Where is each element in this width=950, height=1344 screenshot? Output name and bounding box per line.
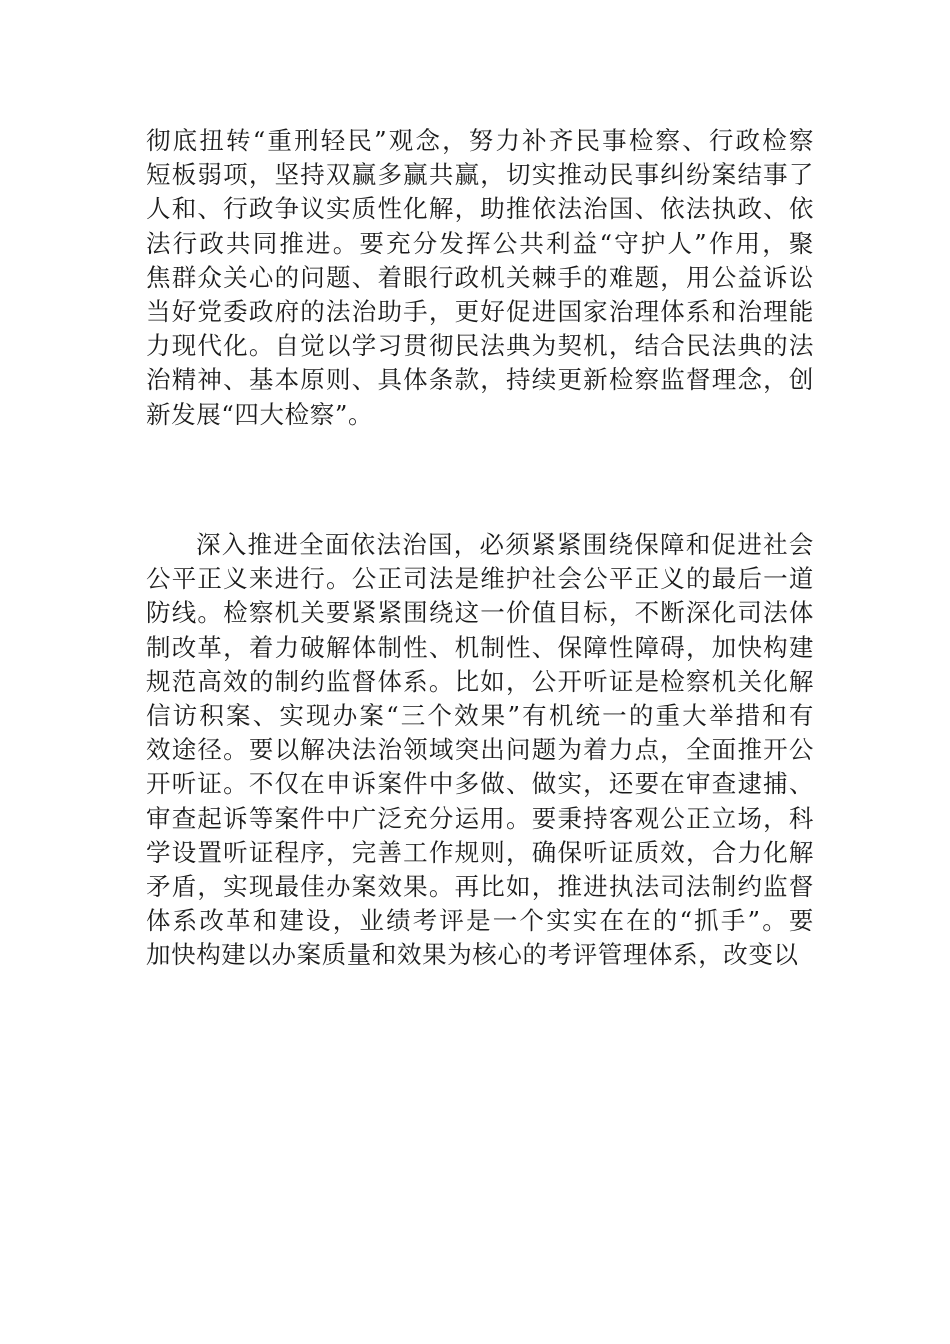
text-line: 彻底扭转“重刑轻民”观念，努力补齐民事检察、行政检察 [146,126,814,155]
text-line: 公平正义来进行。公正司法是维护社会公平正义的最后一道 [146,564,814,594]
text-line: 短板弱项，坚持双赢多赢共赢，切实推动民事纠纷案结事了 [146,160,814,190]
text-line: 审查起诉等案件中广泛充分运用。要秉持客观公正立场，科 [146,803,814,833]
text-line: 体系改革和建设，业绩考评是一个实实在在的“抓手”。要 [146,906,814,936]
text-line: 效途径。要以解决法治领域突出问题为着力点，全面推开公 [146,735,814,765]
text-line: 焦群众关心的问题、着眼行政机关棘手的难题，用公益诉讼 [146,262,814,292]
text-line: 当好党委政府的法治助手，更好促进国家治理体系和治理能 [146,296,814,326]
text-line: 深入推进全面依法治国，必须紧紧围绕保障和促进社会 [196,530,814,559]
text-line: 人和、行政争议实质性化解，助推依法治国、依法执政、依 [146,194,814,224]
text-line: 防线。检察机关要紧紧围绕这一价值目标，不断深化司法体 [146,598,814,628]
text-line: 规范高效的制约监督体系。比如，公开听证是检察机关化解 [146,666,814,696]
text-line: 法行政共同推进。要充分发挥公共利益“守护人”作用，聚 [146,228,814,258]
text-line: 力现代化。自觉以学习贯彻民法典为契机，结合民法典的法 [146,331,814,361]
text-line: 制改革，着力破解体制性、机制性、保障性障碍，加快构建 [146,632,814,662]
paragraph-2 [146,528,814,972]
text-line: 信访积案、实现办案“三个效果”有机统一的重大举措和有 [146,700,814,730]
text-line: 新发展“四大检察”。 [146,399,374,429]
text-line: 学设置听证程序，完善工作规则，确保听证质效，合力化解 [146,837,814,867]
text-line: 加快构建以办案质量和效果为核心的考评管理体系，改变以 [146,940,799,970]
text-line: 开听证。不仅在申诉案件中多做、做实，还要在审查逮捕、 [146,769,814,799]
paragraph-1 [146,124,814,432]
text-line: 矛盾，实现最佳办案效果。再比如，推进执法司法制约监督 [146,871,814,901]
text-line: 治精神、基本原则、具体条款，持续更新检察监督理念，创 [146,365,814,395]
